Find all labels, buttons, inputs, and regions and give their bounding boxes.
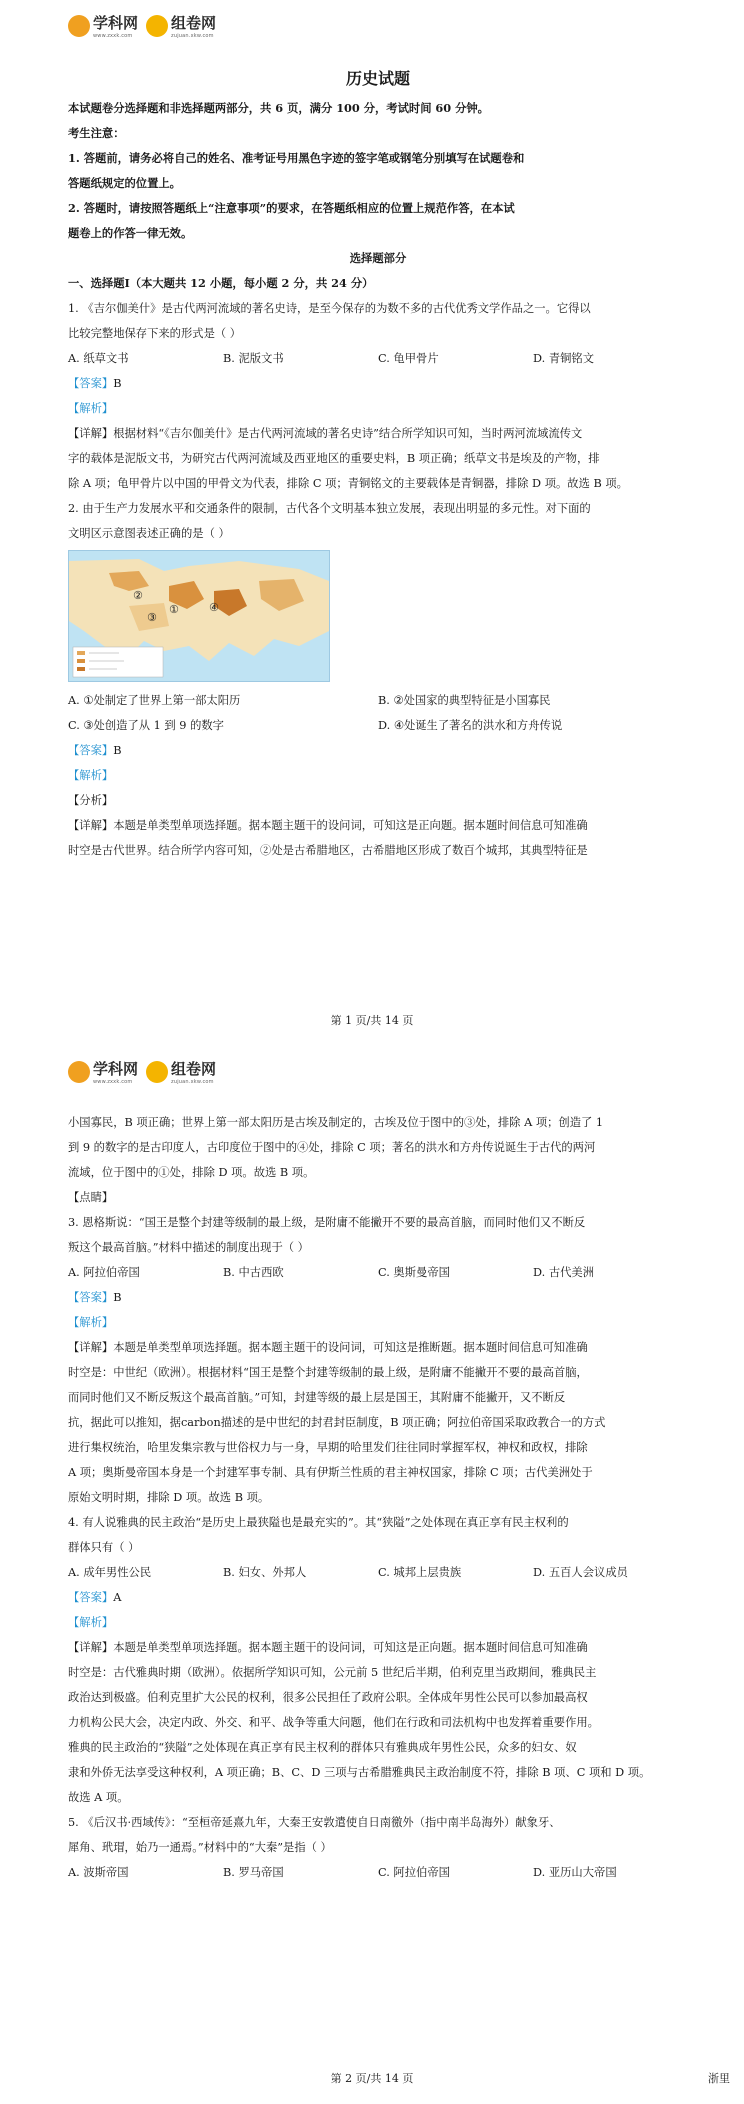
notice-1-line-1: 1. 答题前，请务必将自己的姓名、准考证号用黑色字迹的签字笔或钢笔分别填写在试题卷和 <box>68 151 525 165</box>
q3-option-a: A. 阿拉伯帝国 <box>68 1266 140 1279</box>
q2-option-c: C. ③处创造了从 1 到 9 的数字 <box>68 719 224 732</box>
map-marker-2: ② <box>133 589 143 602</box>
q3-detail-line-7: 原始文明时期，排除 D 项。故选 B 项。 <box>68 1491 270 1504</box>
mortarboard-icon <box>68 1061 90 1083</box>
q2-option-a: A. ①处制定了世界上第一部太阳历 <box>68 694 241 707</box>
q5-option-c: C. 阿拉伯帝国 <box>378 1866 450 1879</box>
xuekewang-logo: 学科网 www.zxxk.com <box>68 1058 138 1085</box>
q4-analysis-label: 【解析】 <box>68 1616 114 1629</box>
q5-stem-line-2: 犀角、玳瑁，始乃一通焉。”材料中的“大秦”是指（ ） <box>68 1841 332 1854</box>
q1-detail-line-1: 【详解】根据材料“《吉尔伽美什》是古代两河流域的著名史诗”结合所学知识可知，当时两河流域流传文 <box>68 427 583 440</box>
page-1-content <box>68 62 688 863</box>
q3-options <box>68 1260 688 1285</box>
q3-option-d: D. 古代美洲 <box>533 1266 595 1279</box>
part-heading: 一、选择题Ⅰ（本大题共 12 小题，每小题 2 分，共 24 分） <box>68 276 374 290</box>
q4-detail-line-4: 力机构公民大会，决定内政、外交、和平、战争等重大问题，他们在行政和司法机构中也发挥着重要作用。 <box>68 1716 599 1729</box>
q2-options-row-2 <box>68 713 688 738</box>
map-marker-4: ④ <box>209 601 219 614</box>
notice-heading: 考生注意： <box>68 126 125 140</box>
q3-detail-line-1: 【详解】本题是单类型单项选择题。据本题主题干的设问词，可知这是推断题。据本题时间信息可知准确 <box>68 1341 588 1354</box>
q4-detail-line-2: 时空是：古代雅典时期（欧洲）。依据所学知识可知，公元前 5 世纪后半期，伯利克里当政期间，雅典民主 <box>68 1666 597 1679</box>
q3-stem-line-2: 叛这个最高首脑。”材料中描述的制度出现于（ ） <box>68 1241 309 1254</box>
map-marker-1: ① <box>169 603 179 616</box>
q4-options <box>68 1560 688 1585</box>
q2-stem-line-2: 文明区示意图表述正确的是（ ） <box>68 527 230 540</box>
q1-answer: 【答案】B <box>68 377 122 390</box>
q1-option-b: B. 泥版文书 <box>223 352 284 365</box>
q4-option-c: C. 城邦上层贵族 <box>378 1566 462 1579</box>
notice-2-line-1: 2. 答题时，请按照答题纸上“注意事项”的要求，在答题纸相应的位置上规范作答，在本试 <box>68 201 515 215</box>
civilization-map <box>68 550 330 682</box>
q3-detail-line-6: A 项；奥斯曼帝国本身是一个封建军事专制、具有伊斯兰性质的君主神权国家，排除 C 项；古代美洲处于 <box>68 1466 593 1479</box>
exam-intro: 本试题卷分选择题和非选择题两部分，共 6 页，满分 100 分，考试时间 60 分钟。 <box>68 101 489 115</box>
q1-analysis-label: 【解析】 <box>68 402 114 415</box>
q3-analysis-label: 【解析】 <box>68 1316 114 1329</box>
q2-detail-line-1: 【详解】本题是单类型单项选择题。据本题主题干的设问词，可知这是正向题。据本题时间信息可知准确 <box>68 819 588 832</box>
q1-option-c: C. 龟甲骨片 <box>378 352 439 365</box>
q3-option-c: C. 奥斯曼帝国 <box>378 1266 450 1279</box>
q3-detail-line-5: 进行集权统治，哈里发集宗教与世俗权力与一身，早期的哈里发们往往同时掌握军权，神权和政权，排除 <box>68 1441 588 1454</box>
header-logos <box>68 12 216 39</box>
q3-option-b: B. 中古西欧 <box>223 1266 284 1279</box>
q1-options <box>68 346 688 371</box>
q2-detail-line-4: 到 9 的数字的是古印度人，古印度位于图中的④处，排除 C 项；著名的洪水和方舟传说诞生于古代的两河 <box>68 1141 596 1154</box>
q2-answer: 【答案】B <box>68 744 122 757</box>
civilization-map-graphic <box>69 551 329 681</box>
q1-option-d: D. 青铜铭文 <box>533 352 595 365</box>
exam-title: 历史试题 <box>345 69 410 88</box>
zujuanwang-logo: 组卷网 zujuan.xkw.com <box>146 1058 216 1085</box>
q4-option-a: A. 成年男性公民 <box>68 1566 152 1579</box>
q5-option-a: A. 波斯帝国 <box>68 1866 129 1879</box>
q5-options <box>68 1860 688 1885</box>
q2-stem-line-1: 2. 由于生产力发展水平和交通条件的限制，古代各个文明基本独立发展，表现出明显的多元性。对下面的 <box>68 502 591 515</box>
page-1 <box>0 0 744 1046</box>
q1-option-a: A. 纸草文书 <box>68 352 129 365</box>
q2-detail-line-5: 流域，位于图中的①处，排除 D 项。故选 B 项。 <box>68 1166 315 1179</box>
page-1-footer: 第 1 页/共 14 页 <box>330 1014 414 1027</box>
q2-detail-line-2: 时空是古代世界。结合所学内容可知，②处是古希腊地区，古希腊地区形成了数百个城邦，其典型特征是 <box>68 844 588 857</box>
notice-2-line-2: 题卷上的作答一律无效。 <box>68 226 193 240</box>
q4-detail-line-5: 雅典的民主政治的“狭隘”之处体现在真正享有民主权利的群体只有雅典成年男性公民，众多的妇女、奴 <box>68 1741 577 1754</box>
q1-detail-line-3: 除 A 项；龟甲骨片以中国的甲骨文为代表，排除 C 项；青铜铭文的主要载体是青铜器，排除 D 项。故选 B 项。 <box>68 477 628 490</box>
map-marker-3: ③ <box>147 611 157 624</box>
q4-answer: 【答案】A <box>68 1591 122 1604</box>
q1-stem-line-2: 比较完整地保存下来的形式是（ ） <box>68 327 242 340</box>
q4-stem-line-1: 4. 有人说雅典的民主政治“是历史上最狭隘也是最充实的”。其“狭隘”之处体现在真正享有民主权利的 <box>68 1516 569 1529</box>
corner-text: 浙里 <box>708 2072 730 2085</box>
xuekewang-logo: 学科网 www.zxxk.com <box>68 12 138 39</box>
q4-stem-line-2: 群体只有（ ） <box>68 1541 140 1554</box>
q4-detail-line-7: 故选 A 项。 <box>68 1791 129 1804</box>
q1-stem-line-1: 1. 《吉尔伽美什》是古代两河流域的著名史诗，是至今保存的为数不多的古代优秀文学作品之一。它得以 <box>68 302 591 315</box>
q4-option-d: D. 五百人会议成员 <box>533 1566 628 1579</box>
q5-option-d: D. 亚历山大帝国 <box>533 1866 617 1879</box>
q3-detail-line-4: 抗，据此可以推知，据carbon描述的是中世纪的封君封臣制度，B 项正确；阿拉伯帝国采取政教合一的方式 <box>68 1416 606 1429</box>
owl-icon <box>146 15 168 37</box>
q3-detail-line-3: 而同时他们又不断反叛这个最高首脑。”可知，封建等级的最上层是国王，其附庸不能撇开，又不断反 <box>68 1391 566 1404</box>
q2-dianjing-label: 【点睛】 <box>68 1191 114 1204</box>
q3-detail-line-2: 时空是：中世纪（欧洲）。根据材料“国王是整个封建等级制的最上级，是附庸不能撇开不要的最高首脑， <box>68 1366 588 1379</box>
q2-analysis-label: 【解析】 <box>68 769 114 782</box>
q2-detail-line-3: 小国寡民，B 项正确；世界上第一部太阳历是古埃及制定的，古埃及位于图中的③处，排除 A 项；创造了 1 <box>68 1116 604 1129</box>
q5-option-b: B. 罗马帝国 <box>223 1866 284 1879</box>
q1-detail-line-2: 字的载体是泥版文书，为研究古代两河流域及西亚地区的重要史料，B 项正确；纸草文书是埃及的产物，排 <box>68 452 600 465</box>
notice-1-line-2: 答题纸规定的位置上。 <box>68 176 181 190</box>
q4-detail-line-3: 政治达到极盛。伯利克里扩大公民的权利，很多公民担任了政府公职。全体成年男性公民可以参加最高权 <box>68 1691 588 1704</box>
page-2-footer: 第 2 页/共 14 页 <box>330 2072 414 2085</box>
q2-fenxi-label: 【分析】 <box>68 794 114 807</box>
owl-icon <box>146 1061 168 1083</box>
q4-option-b: B. 妇女、外邦人 <box>223 1566 307 1579</box>
q2-option-b: B. ②处国家的典型特征是小国寡民 <box>378 694 551 707</box>
section-title: 选择题部分 <box>349 251 407 265</box>
q4-detail-line-6: 隶和外侨无法享受这种权利，A 项正确；B、C、D 三项与古希腊雅典民主政治制度不符，排除 B 项、C 项和 D 项。 <box>68 1766 651 1779</box>
mortarboard-icon <box>68 15 90 37</box>
q5-stem-line-1: 5. 《后汉书·西域传》：“至桓帝延熹九年，大秦王安敦遣使自日南徼外（指中南半岛海外）献象牙、 <box>68 1816 561 1829</box>
zujuanwang-logo: 组卷网 zujuan.xkw.com <box>146 12 216 39</box>
header-logos <box>68 1058 216 1085</box>
q4-detail-line-1: 【详解】本题是单类型单项选择题。据本题主题干的设问词，可知这是正向题。据本题时间信息可知准确 <box>68 1641 588 1654</box>
q3-answer: 【答案】B <box>68 1291 122 1304</box>
q2-options-row-1 <box>68 688 688 713</box>
page-2-content <box>68 1110 688 1885</box>
q2-option-d: D. ④处诞生了著名的洪水和方舟传说 <box>378 719 563 732</box>
q3-stem-line-1: 3. 恩格斯说：“国王是整个封建等级制的最上级，是附庸不能撇开不要的最高首脑，而同时他们又不断反 <box>68 1216 586 1229</box>
page-2 <box>0 1046 744 2104</box>
